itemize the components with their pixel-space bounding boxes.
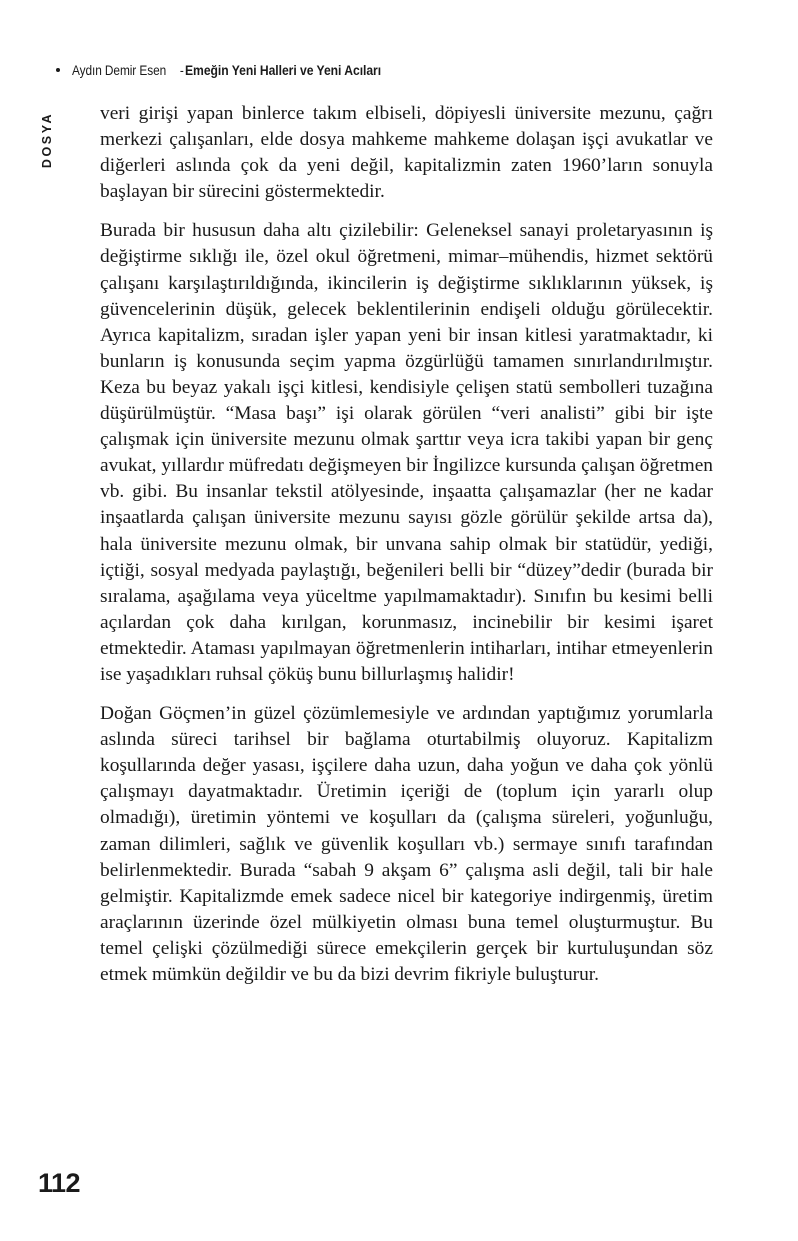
running-header-author: Aydın Demir Esen [72,62,167,78]
paragraph: Burada bir hususun daha altı çizilebilir: Geleneksel sanayi proletaryasının iş değiştirme sıklığı ile, özel okul öğretmeni, mimar–mühendis, hizmet sektörü çalışanı karşılaştırıldığında, ikincilerin iş değiştirme sıklıklarının yüksek, iş güvencelerinin düşük, gelecek beklentilerinin endişeli olduğu görülecektir. Ayrıca kapitalizm, sıradan işler yapan yeni bir insan kitlesi yaratmaktadır, ki bunların iş konusunda seçim yapma özgürlüğü tamamen sınırlandırılmıştır. Keza bu beyaz yakalı işçi kitlesi, kendisiyle çelişen statü sembolleri tuzağına düşürülmüştür. “Masa başı” işi olarak görülen “veri analisti” gibi bir işte çalışmak için üniversite mezunu olmak şarttır veya icra takibi yapan bir genç avukat, yıllardır müfredatı değişmeyen bir İngilizce kursunda çalışan öğretmen vb. gibi. Bu insanlar tekstil atölyesinde, inşaatta çalışamazlar (her ne kadar inşaatlarda çalışan üniversite mezunu sayısı gözle görülür şekilde artsa da), hala üniversite mezunu olmak, bir unvana sahip olmak bir statüdür, yediği, içtiği, sosyal medyada paylaştığı, beğenileri belli bir “düzey”dedir (burada bir sıralama, aşağılama veya yüceltme yapılmamaktadır). Sınıfın bu kesimi belli açılardan çok daha kırılgan, korunmasız, incinebilir bir kesimi işaret etmektedir. Ataması yapılmayan öğretmenlerin intiharları, intihar etmeyenlerin ise yaşadıkları ruhsal çöküş bunu billurlaşmış halidir! [100,220,713,685]
body-text-column [100,101,713,988]
paragraph: Doğan Göçmen’in güzel çözümlemesiyle ve ardından yaptığımız yorumlarla aslında süreci tarihsel bir bağlama oturtabilmiş oluyoruz. Kapitalizm koşullarında değer yasası, işçilere daha uzun, daha yoğun ve daha çok yönlü çalışmayı dayatmaktadır. Üretimin içeriği de (toplum için yararlı olup olmadığı), üretimin yöntemi ve koşulları da (çalışma süreleri, yoğunluğu, zaman dilimleri, sağlık ve güvenlik koşulları vb.) sermaye sınıfı tarafından belirlenmektedir. Burada “sabah 9 akşam 6” çalışma asli değil, tali bir hale gelmiştir. Kapitalizmde emek sadece nicel bir kategoriye indirgenmiş, üretim araçlarının üzerinde özel mülkiyetin olması buna temel oluşturmuştur. Bu temel çelişki çözülmediği sürece emekçilerin gerçek bir kurtuluşundan söz etmek mümkün değildir ve bu da bizi devrim fikriyle buluşturur. [100,703,713,985]
page-number: 112 [38,1168,81,1198]
section-tab [36,92,58,188]
section-tab-label: DOSYA [40,111,54,169]
paragraph: veri girişi yapan binlerce takım elbiseli, döpiyesli üniversite mezunu, çağrı merkezi çalışanları, elde dosya mahkeme mahkeme dolaşan işçi avukatlar ve diğerleri aslında çok da yeni değil, kapitalizmin zaten 1960’ların sonuyla başlayan bir sürecini göstermektedir. [100,103,713,203]
bullet-dot-icon [56,68,60,72]
running-header-title: Emeğin Yeni Halleri ve Yeni Acıları [185,62,382,78]
running-header-separator: - [179,62,184,78]
running-header [56,60,716,80]
